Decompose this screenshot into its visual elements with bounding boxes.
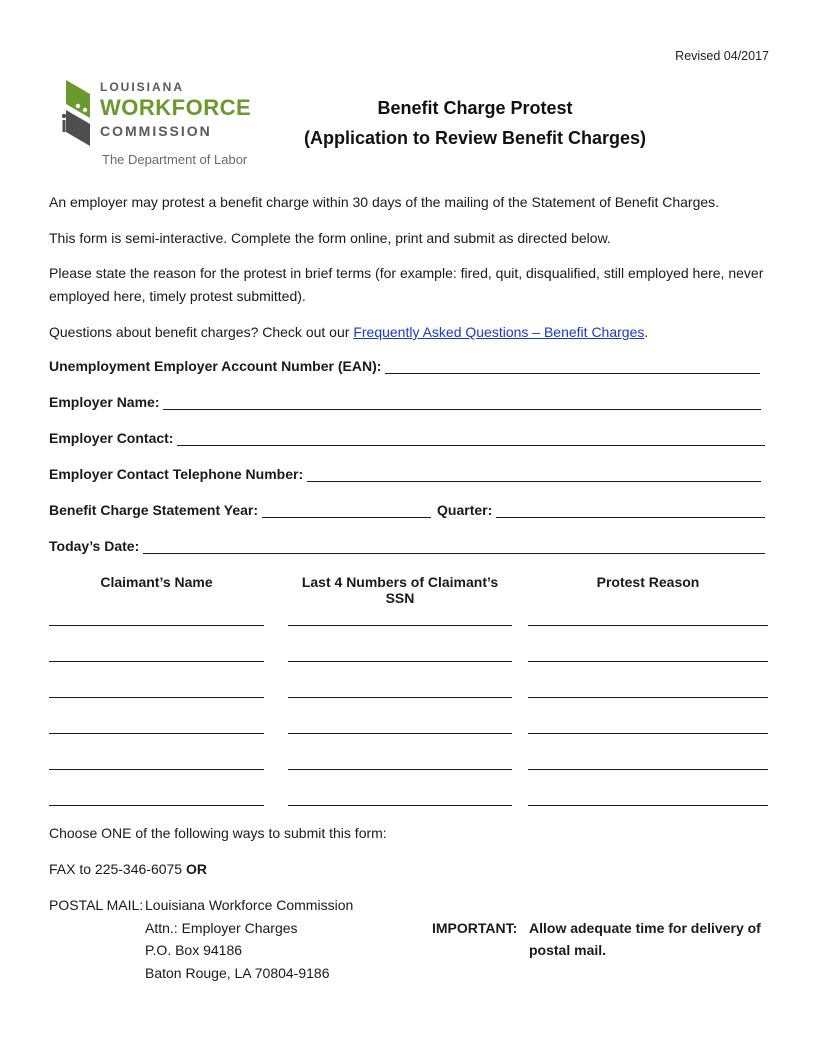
employer-name-label: Employer Name: — [49, 394, 160, 410]
faq-prefix: Questions about benefit charges? Check out our — [49, 324, 354, 340]
row-6-name-line[interactable] — [49, 804, 264, 806]
employer-name-field[interactable] — [49, 394, 761, 410]
postal-mail-label: POSTAL MAIL: — [49, 897, 144, 913]
row-4-name-line[interactable] — [49, 732, 264, 734]
row-3-reason-line[interactable] — [528, 696, 768, 698]
row-1-name-line[interactable] — [49, 624, 264, 626]
intro-paragraph-4 — [49, 321, 774, 344]
address-line-1: Louisiana Workforce Commission — [145, 897, 354, 913]
employer-contact-label: Employer Contact: — [49, 430, 174, 446]
fax-line — [49, 858, 774, 881]
todays-date-label: Today’s Date: — [49, 538, 140, 554]
row-6-reason-line[interactable] — [528, 804, 768, 806]
row-5-reason-line[interactable] — [528, 768, 768, 770]
contact-phone-label: Employer Contact Telephone Number: — [49, 466, 304, 482]
col-header-claimant-name: Claimant’s Name — [100, 574, 213, 590]
logo-state: LOUISIANA — [100, 80, 184, 94]
workforce-people-icon — [60, 80, 96, 146]
row-6-ssn-line[interactable] — [288, 804, 512, 806]
address-line-2: Attn.: Employer Charges — [145, 919, 298, 936]
page-title: Benefit Charge Protest — [377, 98, 573, 118]
row-5-ssn-line[interactable] — [288, 768, 512, 770]
employer-name-input-line[interactable] — [163, 395, 761, 410]
logo-commission: COMMISSION — [100, 123, 212, 139]
row-5-name-line[interactable] — [49, 768, 264, 770]
employer-contact-field[interactable] — [49, 430, 765, 446]
row-2-name-line[interactable] — [49, 660, 264, 662]
col-header-protest-reason: Protest Reason — [596, 574, 700, 590]
faq-link[interactable]: Frequently Asked Questions – Benefit Charges — [353, 324, 645, 340]
row-2-ssn-line[interactable] — [288, 660, 512, 662]
row-2-reason-line[interactable] — [528, 660, 768, 662]
todays-date-field[interactable] — [49, 538, 765, 554]
col-header-ssn: Last 4 Numbers of Claimant’s SSN — [301, 574, 499, 606]
submit-intro: Choose ONE of the following ways to submit this form: — [49, 825, 387, 841]
lwc-logo — [60, 78, 260, 170]
employer-contact-input-line[interactable] — [177, 431, 765, 446]
row-4-reason-line[interactable] — [528, 732, 768, 734]
ean-input-line[interactable] — [385, 359, 760, 374]
important-label: IMPORTANT: — [432, 919, 518, 936]
logo-department: The Department of Labor — [102, 152, 248, 167]
fax-number: FAX to 225-346-6075 — [49, 861, 186, 877]
intro-paragraph-2: This form is semi-interactive. Complete the form online, print and submit as directed below. — [49, 230, 611, 246]
contact-phone-input-line[interactable] — [307, 467, 761, 482]
address-line-4: Baton Rouge, LA 70804-9186 — [145, 964, 330, 981]
postal-address — [145, 894, 353, 984]
intro-paragraph-3: Please state the reason for the protest in brief terms (for example: fired, quit, disqualified, still employed here, never employed here, timely protest submitted). — [49, 265, 764, 304]
ean-label: Unemployment Employer Account Number (EAN): — [49, 358, 382, 374]
revised-date: Revised 04/2017 — [675, 49, 769, 63]
contact-phone-field[interactable] — [49, 466, 761, 482]
todays-date-input-line[interactable] — [143, 539, 765, 554]
statement-year-label: Benefit Charge Statement Year: — [49, 502, 259, 518]
quarter-input-line[interactable] — [496, 503, 765, 518]
fax-or: OR — [186, 861, 207, 877]
important-note — [529, 917, 761, 962]
statement-year-quarter-field[interactable] — [49, 502, 765, 518]
statement-year-input-line[interactable] — [262, 503, 431, 518]
intro-paragraph-1: An employer may protest a benefit charge within 30 days of the mailing of the Statement of Benefit Charges. — [49, 194, 720, 210]
logo-workforce: WORKFORCE — [100, 95, 252, 120]
important-line-1: Allow adequate time for delivery of — [529, 919, 761, 936]
address-line-3: P.O. Box 94186 — [145, 942, 243, 958]
row-3-ssn-line[interactable] — [288, 696, 512, 698]
quarter-label: Quarter: — [437, 502, 493, 518]
row-4-ssn-line[interactable] — [288, 732, 512, 734]
row-1-ssn-line[interactable] — [288, 624, 512, 626]
row-3-name-line[interactable] — [49, 696, 264, 698]
page-subtitle: (Application to Review Benefit Charges) — [303, 128, 647, 148]
faq-suffix: . — [644, 324, 649, 340]
ean-field[interactable] — [49, 358, 760, 374]
important-line-2: postal mail. — [529, 942, 607, 958]
row-1-reason-line[interactable] — [528, 624, 768, 626]
